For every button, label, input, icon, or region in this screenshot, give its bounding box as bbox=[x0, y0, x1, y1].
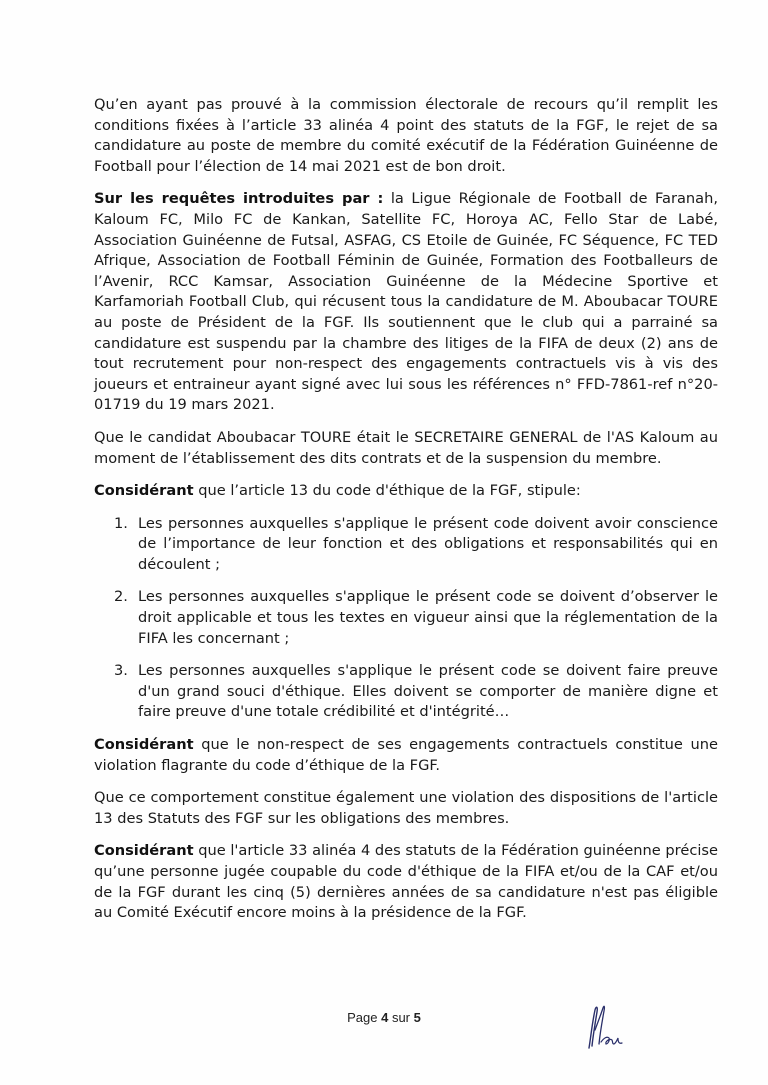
page-footer bbox=[0, 1010, 768, 1025]
paragraph-comportement: Que ce comportement constitue également une violation des dispositions de l'article 13 des Statuts des FGF sur les obligations des membres. bbox=[94, 789, 718, 827]
paragraph-candidat: Que le candidat Aboubacar TOURE était le SECRETAIRE GENERAL de l'AS Kaloum au moment de l’établissement des dits contrats et de la suspension du membre. bbox=[94, 428, 718, 467]
ethics-code-list bbox=[94, 514, 718, 723]
list-item-number: 1. bbox=[114, 514, 128, 532]
paragraph-conclusion: Qu’en ayant pas prouvé à la commission électorale de recours qu’il remplit les conditions fixées à l’article 33 alinéa 4 point des statuts de la FGF, le rejet de sa candidature au poste de membre du comité exécutif de la Fédération Guinéenne de Football pour l’élection de 14 mai 2021 est de bon droit. bbox=[94, 96, 718, 175]
list-item-text: Les personnes auxquelles s'applique le présent code doivent avoir conscience de l’importance de leur fonction et des obligations et responsabilités qui en découlent ; bbox=[138, 514, 718, 573]
considerant-lead: Considérant bbox=[94, 482, 194, 500]
list-item-number: 3. bbox=[114, 662, 128, 680]
page-of-label: sur bbox=[388, 1010, 414, 1025]
list-item-text: Les personnes auxquelles s'applique le présent code se doivent d’observer le droit applicable et tous les textes en vigueur ainsi que la réglementation de la FIFA les concernant ; bbox=[138, 588, 718, 647]
handwritten-initials-signature bbox=[583, 1002, 627, 1050]
list-item bbox=[114, 587, 718, 649]
paragraph-requetes-text: la Ligue Régionale de Football de Faranah, Kaloum FC, Milo FC de Kankan, Satellite FC, Horoya AC, Fello Star de Labé, Association Guinéenne de Futsal, ASFAG, CS Etoile de Guinée, FC Séquence, FC TED Afrique, Association de Football Féminin de Guinée, Formation des Footballeurs de l’Avenir, RCC Kamsar, Association Guinéenne de la Médecine Sportive et Karfamoriah Football Club, qui récusent tous la candidature de M. Aboubacar TOURE au poste de Président de la FGF. Ils soutiennent que le club qui a parrainé sa candidature est suspendu par la chambre des litiges de la FIFA de deux (2) ans de tout recrutement pour non-respect des engagements contractuels vis à vis des joueurs et entraineur ayant signé avec lui sous les références n° FFD-7861-ref n°20-01719 du 19 mars 2021. bbox=[94, 190, 719, 414]
considerant-text: que le non-respect de ses engagements contractuels constitue une violation flagrante du code d’éthique de la FGF. bbox=[94, 736, 718, 774]
page-label: Page bbox=[347, 1010, 382, 1025]
considerant-lead: Considérant bbox=[94, 736, 194, 754]
list-item bbox=[114, 661, 718, 723]
document-body bbox=[94, 95, 718, 936]
considerant-text: que l’article 13 du code d'éthique de la FGF, stipule: bbox=[193, 482, 581, 500]
considerant-text: que l'article 33 alinéa 4 des statuts de la Fédération guinéenne précise qu’une personne jugée coupable du code d'éthique de la FIFA et/ou de la CAF et/ou de la FGF durant les cinq (5) dernières années de sa candidature n'est pas éligible au Comité Exécutif encore moins à la présidence de la FGF. bbox=[94, 842, 718, 922]
total-pages: 5 bbox=[413, 1010, 421, 1025]
paragraph-requetes bbox=[94, 189, 718, 416]
list-item bbox=[114, 514, 718, 576]
paragraph-considerant-article13 bbox=[94, 481, 718, 502]
considerant-lead: Considérant bbox=[94, 842, 194, 860]
paragraph-considerant-article33 bbox=[94, 841, 718, 923]
page-number: 4 bbox=[381, 1010, 389, 1025]
list-item-text: Les personnes auxquelles s'applique le présent code se doivent faire preuve d'un grand souci d'éthique. Elles doivent se comporter de manière digne et faire preuve d'une totale crédibilité et d'intégrité… bbox=[138, 662, 718, 721]
list-item-number: 2. bbox=[114, 588, 128, 606]
paragraph-lead-requetes: Sur les requêtes introduites par : bbox=[94, 190, 384, 208]
paragraph-considerant-violation bbox=[94, 735, 718, 776]
